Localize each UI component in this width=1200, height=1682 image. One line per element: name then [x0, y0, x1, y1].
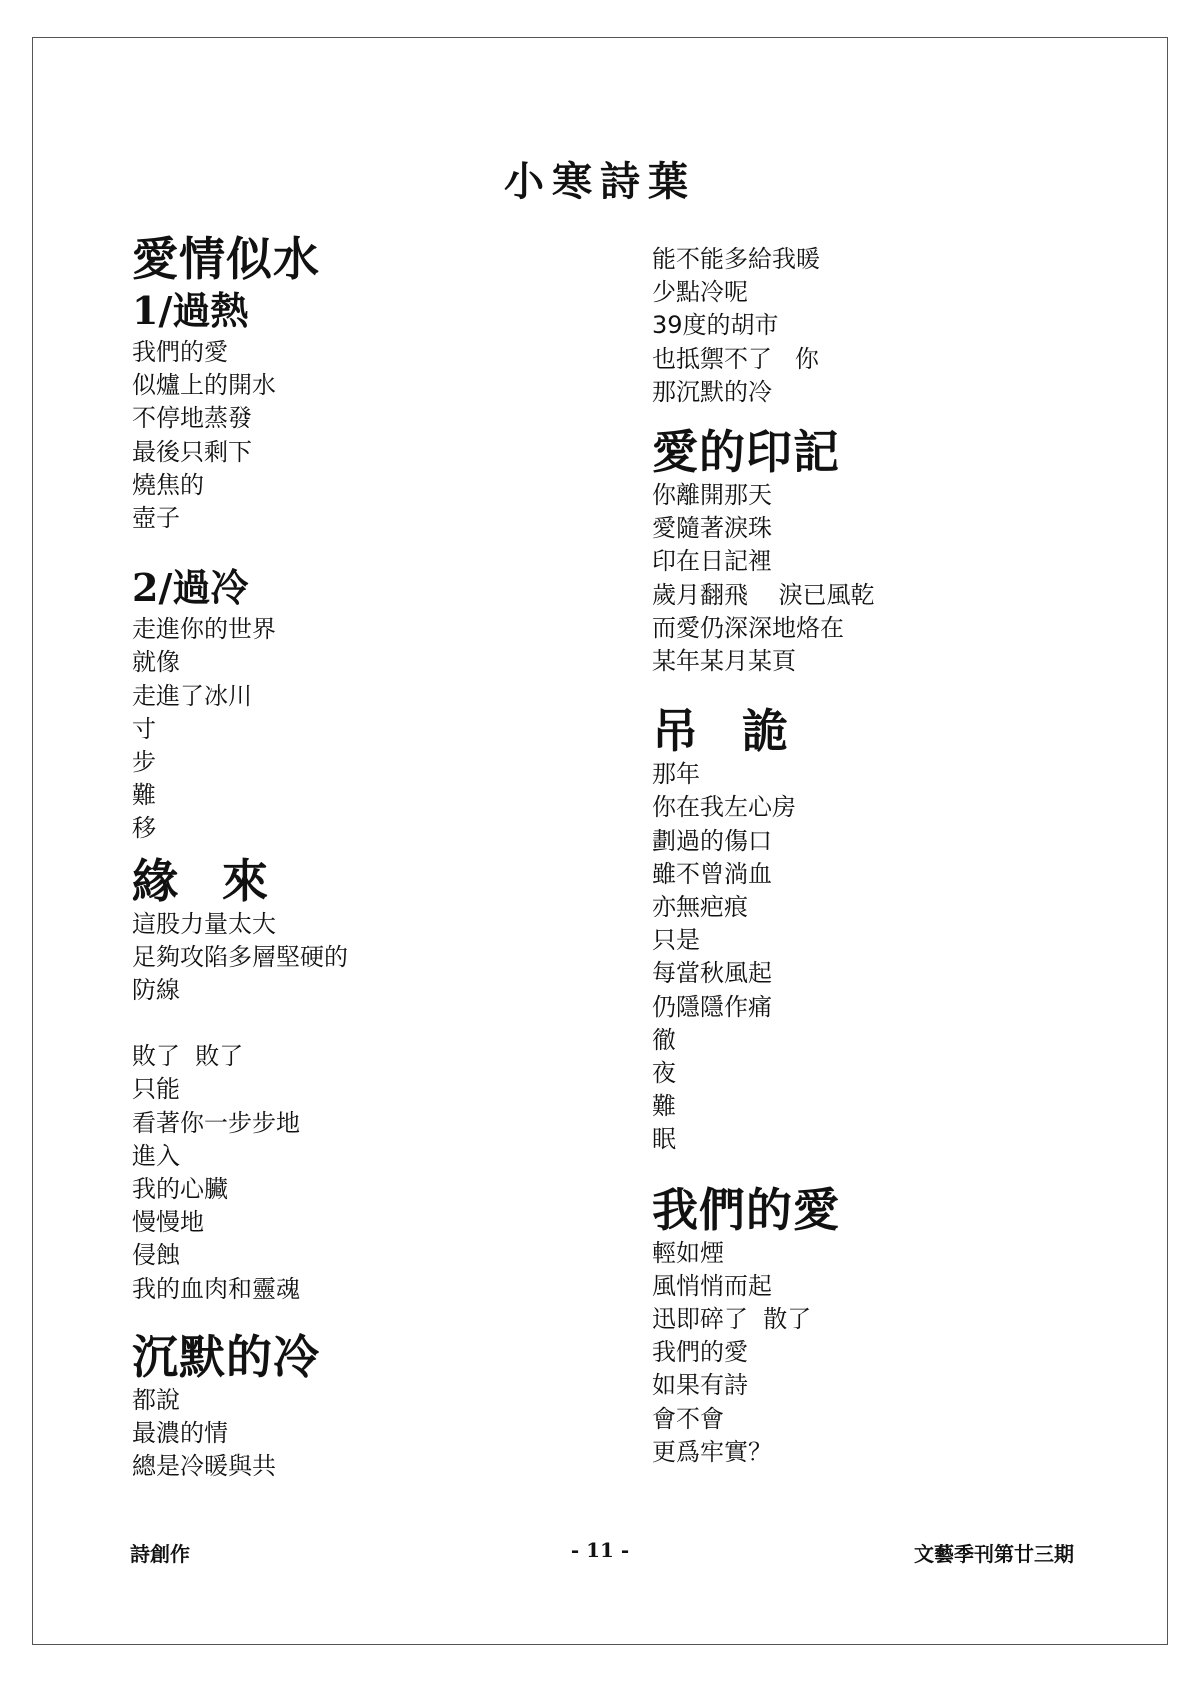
poem-line: 每當秋風起 [652, 959, 772, 988]
stanza [652, 1237, 1132, 1469]
poem-line: 我們的愛 [652, 1338, 748, 1367]
poem-line: 防線 [132, 976, 180, 1005]
poem-line: 輕如煙 [652, 1238, 724, 1267]
poem-line: 走進你的世界 [132, 615, 276, 644]
poem-continuation [652, 243, 1132, 409]
poem-line: 如果有詩 [652, 1371, 748, 1400]
stanza [132, 908, 612, 1008]
footer-page-number: - 11 - [570, 1538, 630, 1562]
poem-line: 都說 [132, 1385, 180, 1414]
poem-line: 你在我左心房 [652, 793, 796, 822]
page-title: 小寒詩葉 [504, 158, 696, 205]
poem-line: 難 [132, 781, 156, 810]
poem-fate-comes [132, 854, 612, 1306]
section-title: 2/過冷 [132, 565, 249, 611]
poem-line: 移 [132, 814, 156, 843]
poem-line: 你離開那天 [652, 481, 772, 510]
poem-line: 步 [132, 748, 156, 777]
poem-line: 迅即碎了 散了 [652, 1305, 812, 1334]
poem-line: 這股力量太大 [132, 909, 276, 938]
section-title: 1/過熱 [132, 288, 249, 333]
poem-line: 而愛仍深深地烙在 [652, 613, 844, 642]
stanza [652, 758, 1132, 1156]
poem-line: 風悄悄而起 [652, 1271, 772, 1300]
poem-line: 某年某月某頁 [652, 647, 796, 676]
stanza [132, 613, 612, 845]
left-column [132, 232, 612, 1483]
poem-silent-cold [132, 1330, 612, 1484]
poem-paradox [652, 704, 1132, 1156]
poem-line: 我們的愛 [132, 338, 228, 366]
poem-line: 壺子 [132, 504, 180, 533]
poem-title: 沉默的冷 [132, 1329, 320, 1384]
poem-title: 愛情似水 [132, 232, 320, 286]
poem-line: 少點冷呢 [652, 278, 748, 307]
poem-line: 就像 [132, 648, 180, 677]
poem-line: 難 [652, 1092, 676, 1121]
stanza [132, 336, 612, 535]
poem-line: 走進了冰川 [132, 681, 252, 710]
poem-title: 吊 詭 [652, 704, 803, 759]
poem-line: 燒焦的 [132, 470, 204, 499]
poem-line: 進入 [132, 1141, 180, 1170]
poem-line: 我的心臟 [132, 1175, 228, 1204]
poem-our-love [652, 1183, 1132, 1469]
poem-line: 仍隱隱作痛 [652, 992, 772, 1021]
poem-line: 最後只剩下 [132, 437, 252, 466]
poem-title: 緣 來 [132, 853, 283, 908]
poem-line: 侵蝕 [132, 1241, 180, 1270]
footer-section-label: 詩創作 [130, 1542, 190, 1566]
poem-line: 愛隨著淚珠 [652, 514, 772, 543]
stanza [652, 479, 1132, 678]
stanza [132, 1040, 612, 1306]
poem-line: 足夠攻陷多層堅硬的 [132, 942, 348, 971]
poem-line: 夜 [652, 1059, 676, 1088]
poem-line: 也抵禦不了 你 [652, 344, 819, 373]
poem-line: 更爲牢實？ [652, 1437, 772, 1466]
poem-line: 會不會 [652, 1404, 724, 1433]
poem-line: 徹 [652, 1025, 676, 1054]
poem-line: 39度的胡市 [652, 311, 779, 340]
poem-title: 愛的印記 [652, 425, 840, 480]
poem-line: 能不能多給我暖 [652, 245, 820, 273]
poem-line: 我的血肉和靈魂 [132, 1274, 300, 1303]
poem-line: 不停地蒸發 [132, 404, 252, 433]
stanza [132, 1384, 612, 1484]
poem-line: 印在日記裡 [652, 547, 772, 576]
poem-love-imprint [652, 425, 1132, 678]
poem-line: 寸 [132, 714, 156, 743]
poem-line: 那沉默的冷 [652, 377, 772, 406]
poem-love-like-water [132, 232, 612, 846]
poem-line: 總是冷暖與共 [132, 1452, 276, 1481]
poem-title: 我們的愛 [652, 1182, 840, 1237]
poem-line: 亦無疤痕 [652, 893, 748, 922]
poem-line: 看著你一步步地 [132, 1108, 300, 1137]
poem-line: 歲月翻飛 淚已風乾 [652, 580, 875, 609]
poem-line: 雖不曾淌血 [652, 859, 772, 888]
poem-line: 似爐上的開水 [132, 371, 276, 400]
poem-line: 眠 [652, 1125, 676, 1154]
poem-line: 只能 [132, 1075, 180, 1104]
poem-line: 劃過的傷口 [652, 826, 772, 855]
poem-line: 敗了 敗了 [132, 1042, 244, 1071]
right-column [652, 243, 1132, 1469]
poem-line: 慢慢地 [132, 1208, 204, 1237]
poem-line: 只是 [652, 926, 700, 955]
poem-line: 那年 [652, 760, 700, 789]
poem-line: 最濃的情 [132, 1419, 228, 1448]
footer-publication: 文藝季刊第廿三期 [914, 1542, 1074, 1566]
